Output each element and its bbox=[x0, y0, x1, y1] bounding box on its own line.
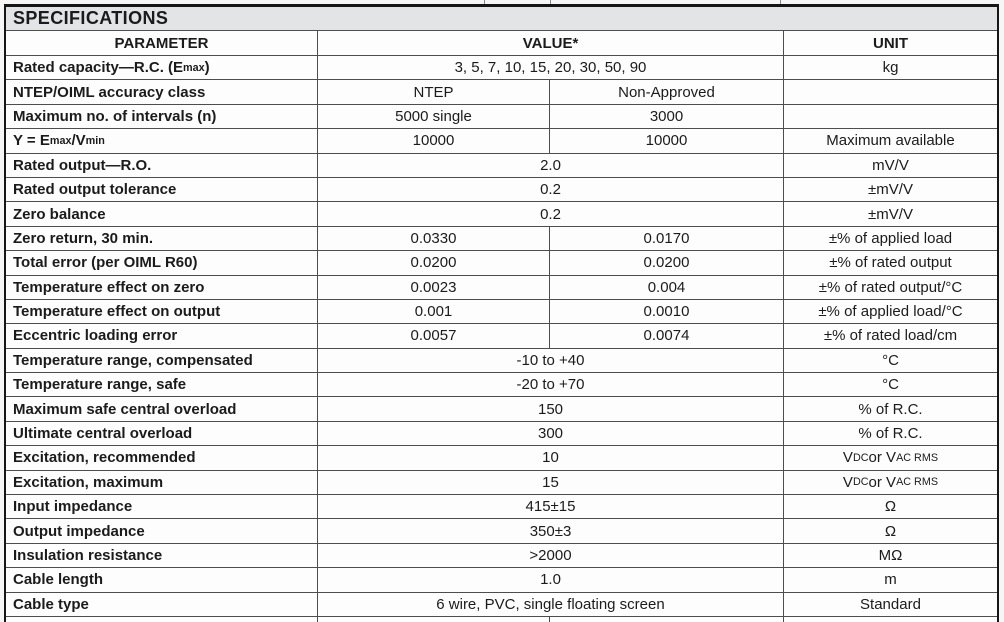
table-row bbox=[6, 104, 997, 128]
value-cell-span: 2.0 bbox=[317, 153, 783, 177]
unit-cell: kg bbox=[783, 55, 997, 79]
parameter-cell: Excitation, recommended bbox=[6, 445, 317, 469]
table-row bbox=[6, 153, 997, 177]
unit-cell: mV/V bbox=[783, 153, 997, 177]
parameter-cell: Temperature effect on zero bbox=[6, 275, 317, 299]
table-row bbox=[6, 79, 997, 103]
table-row bbox=[6, 470, 997, 494]
value-cell-ntep: 0.0023 bbox=[317, 275, 549, 299]
value-cell-span: 150 bbox=[317, 396, 783, 420]
value-cell-ntep: NTEP bbox=[317, 79, 549, 103]
unit-cell: ±% of applied load/°C bbox=[783, 299, 997, 323]
parameter-cell: Cable length bbox=[6, 567, 317, 591]
parameter-cell: Input impedance bbox=[6, 494, 317, 518]
value-cell-ntep: 0.0330 bbox=[317, 226, 549, 250]
unit-cell: ±% of rated output/°C bbox=[783, 275, 997, 299]
parameter-cell: Excitation, maximum bbox=[6, 470, 317, 494]
table-row bbox=[6, 177, 997, 201]
empty-cell bbox=[783, 616, 997, 622]
value-cell-ntep: 5000 single bbox=[317, 104, 549, 128]
value-cell-nonapproved: 0.0170 bbox=[549, 226, 783, 250]
parameter-cell: Temperature effect on output bbox=[6, 299, 317, 323]
parameter-cell: Zero balance bbox=[6, 201, 317, 225]
unit-cell: ±mV/V bbox=[783, 201, 997, 225]
table-row bbox=[6, 55, 997, 79]
parameter-cell: Cable type bbox=[6, 592, 317, 616]
partial-cutoff-row bbox=[6, 616, 997, 622]
unit-cell: m bbox=[783, 567, 997, 591]
unit-cell: V DC or V AC RMS bbox=[783, 445, 997, 469]
unit-cell: ±% of rated load/cm bbox=[783, 323, 997, 347]
value-cell-nonapproved: 10000 bbox=[549, 128, 783, 152]
empty-cell bbox=[549, 616, 783, 622]
value-cell-span: -10 to +40 bbox=[317, 348, 783, 372]
unit-cell bbox=[783, 104, 997, 128]
value-cell-span: 10 bbox=[317, 445, 783, 469]
table-row bbox=[6, 348, 997, 372]
unit-cell: MΩ bbox=[783, 543, 997, 567]
value-cell-span: 15 bbox=[317, 470, 783, 494]
value-cell-ntep: 0.0200 bbox=[317, 250, 549, 274]
table-row bbox=[6, 323, 997, 347]
value-cell-span: >2000 bbox=[317, 543, 783, 567]
parameter-cell: Insulation resistance bbox=[6, 543, 317, 567]
table-body bbox=[6, 55, 997, 622]
value-cell-ntep: 0.001 bbox=[317, 299, 549, 323]
value-cell-span: 1.0 bbox=[317, 567, 783, 591]
table-row bbox=[6, 128, 997, 152]
unit-cell: ±% of rated output bbox=[783, 250, 997, 274]
parameter-cell: Temperature range, compensated bbox=[6, 348, 317, 372]
specifications-table bbox=[4, 4, 999, 622]
table-row bbox=[6, 275, 997, 299]
unit-cell: Maximum available bbox=[783, 128, 997, 152]
value-cell-nonapproved: Non-Approved bbox=[549, 79, 783, 103]
table-row bbox=[6, 567, 997, 591]
value-cell-ntep: 0.0057 bbox=[317, 323, 549, 347]
unit-cell: °C bbox=[783, 348, 997, 372]
table-row bbox=[6, 518, 997, 542]
table-row bbox=[6, 201, 997, 225]
parameter-cell: Zero return, 30 min. bbox=[6, 226, 317, 250]
empty-cell bbox=[317, 616, 549, 622]
table-header-row bbox=[6, 30, 997, 55]
table-row bbox=[6, 592, 997, 616]
unit-cell: Standard bbox=[783, 592, 997, 616]
table-row bbox=[6, 299, 997, 323]
value-cell-nonapproved: 0.0074 bbox=[549, 323, 783, 347]
parameter-cell: NTEP/OIML accuracy class bbox=[6, 79, 317, 103]
value-cell-nonapproved: 0.0200 bbox=[549, 250, 783, 274]
value-cell-nonapproved: 0.0010 bbox=[549, 299, 783, 323]
parameter-cell: Y = E max /V min bbox=[6, 128, 317, 152]
value-cell-span: 6 wire, PVC, single floating screen bbox=[317, 592, 783, 616]
empty-cell bbox=[6, 616, 317, 622]
value-cell-span: 0.2 bbox=[317, 201, 783, 225]
parameter-cell: Total error (per OIML R60) bbox=[6, 250, 317, 274]
parameter-cell: Rated capacity—R.C. (E max ) bbox=[6, 55, 317, 79]
table-row bbox=[6, 372, 997, 396]
value-cell-span: 0.2 bbox=[317, 177, 783, 201]
unit-cell: ±mV/V bbox=[783, 177, 997, 201]
column-header-value: VALUE* bbox=[317, 30, 783, 55]
unit-cell: V DC or V AC RMS bbox=[783, 470, 997, 494]
unit-cell: % of R.C. bbox=[783, 396, 997, 420]
parameter-cell: Temperature range, safe bbox=[6, 372, 317, 396]
parameter-cell: Maximum safe central overload bbox=[6, 396, 317, 420]
column-header-parameter: PARAMETER bbox=[6, 30, 317, 55]
table-row bbox=[6, 421, 997, 445]
parameter-cell: Maximum no. of intervals (n) bbox=[6, 104, 317, 128]
table-row bbox=[6, 226, 997, 250]
parameter-cell: Ultimate central overload bbox=[6, 421, 317, 445]
table-row bbox=[6, 396, 997, 420]
parameter-cell: Rated output—R.O. bbox=[6, 153, 317, 177]
value-cell-span: 3, 5, 7, 10, 15, 20, 30, 50, 90 bbox=[317, 55, 783, 79]
unit-cell: °C bbox=[783, 372, 997, 396]
unit-cell: % of R.C. bbox=[783, 421, 997, 445]
table-title: SPECIFICATIONS bbox=[6, 7, 997, 30]
value-cell-span: 300 bbox=[317, 421, 783, 445]
parameter-cell: Rated output tolerance bbox=[6, 177, 317, 201]
value-cell-ntep: 10000 bbox=[317, 128, 549, 152]
unit-cell: Ω bbox=[783, 494, 997, 518]
value-cell-span: -20 to +70 bbox=[317, 372, 783, 396]
value-cell-nonapproved: 3000 bbox=[549, 104, 783, 128]
parameter-cell: Eccentric loading error bbox=[6, 323, 317, 347]
parameter-cell: Output impedance bbox=[6, 518, 317, 542]
unit-cell: Ω bbox=[783, 518, 997, 542]
table-row bbox=[6, 250, 997, 274]
table-row bbox=[6, 543, 997, 567]
value-cell-nonapproved: 0.004 bbox=[549, 275, 783, 299]
table-row bbox=[6, 445, 997, 469]
value-cell-span: 350±3 bbox=[317, 518, 783, 542]
unit-cell bbox=[783, 79, 997, 103]
column-header-unit: UNIT bbox=[783, 30, 997, 55]
value-cell-span: 415±15 bbox=[317, 494, 783, 518]
unit-cell: ±% of applied load bbox=[783, 226, 997, 250]
table-row bbox=[6, 494, 997, 518]
